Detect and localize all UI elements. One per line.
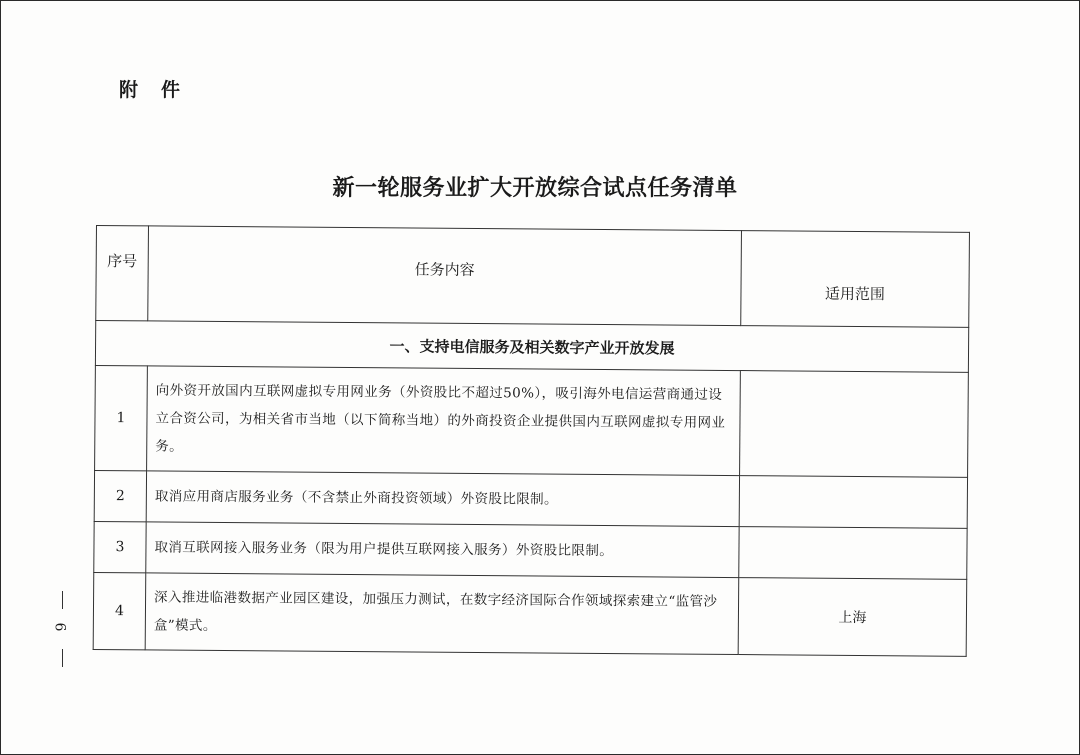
page-number [53, 591, 73, 671]
table-row [93, 572, 967, 656]
row-scope [739, 476, 967, 529]
row-scope [740, 371, 969, 478]
row-number: 2 [94, 470, 146, 521]
row-number: 4 [93, 572, 146, 649]
row-content: 取消应用商店服务业务（不含禁止外商投资领域）外资股比限制。 [146, 471, 739, 527]
table-row [94, 470, 967, 528]
page-number-dash-top [62, 591, 63, 609]
row-content: 深入推进临港数据产业园区建设，加强压力测试，在数字经济国际合作领域探索建立“监管沙盒”模式。 [145, 573, 739, 655]
page-number-digit: 6 [51, 622, 68, 632]
document-title: 新一轮服务业扩大开放综合试点任务清单 [332, 175, 738, 201]
row-content: 取消互联网接入服务业务（限为用户提供互联网接入服务）外资股比限制。 [146, 522, 739, 578]
table-header-row [96, 226, 970, 328]
row-scope [739, 527, 967, 580]
header-scope: 适用范围 [741, 231, 970, 328]
section-row [95, 321, 968, 373]
attachment-label: 附 件 [119, 79, 183, 101]
task-table [93, 225, 970, 657]
page-number-dash-bottom [62, 649, 63, 667]
row-scope: 上海 [738, 578, 967, 657]
table-row [94, 521, 967, 579]
table-row [95, 365, 969, 477]
row-number: 3 [94, 521, 146, 572]
row-content: 向外资开放国内互联网虚拟专用网业务（外资股比不超过50%），吸引海外电信运营商通过设立合资公司，为相关省市当地（以下简称当地）的外商投资企业提供国内互联网虚拟专用网业务。 [147, 366, 741, 476]
task-table-container [93, 225, 969, 634]
header-content: 任务内容 [148, 226, 742, 326]
row-number: 1 [95, 365, 148, 470]
header-number: 序号 [96, 226, 149, 321]
section-heading: 一、支持电信服务及相关数字产业开放发展 [95, 321, 968, 373]
